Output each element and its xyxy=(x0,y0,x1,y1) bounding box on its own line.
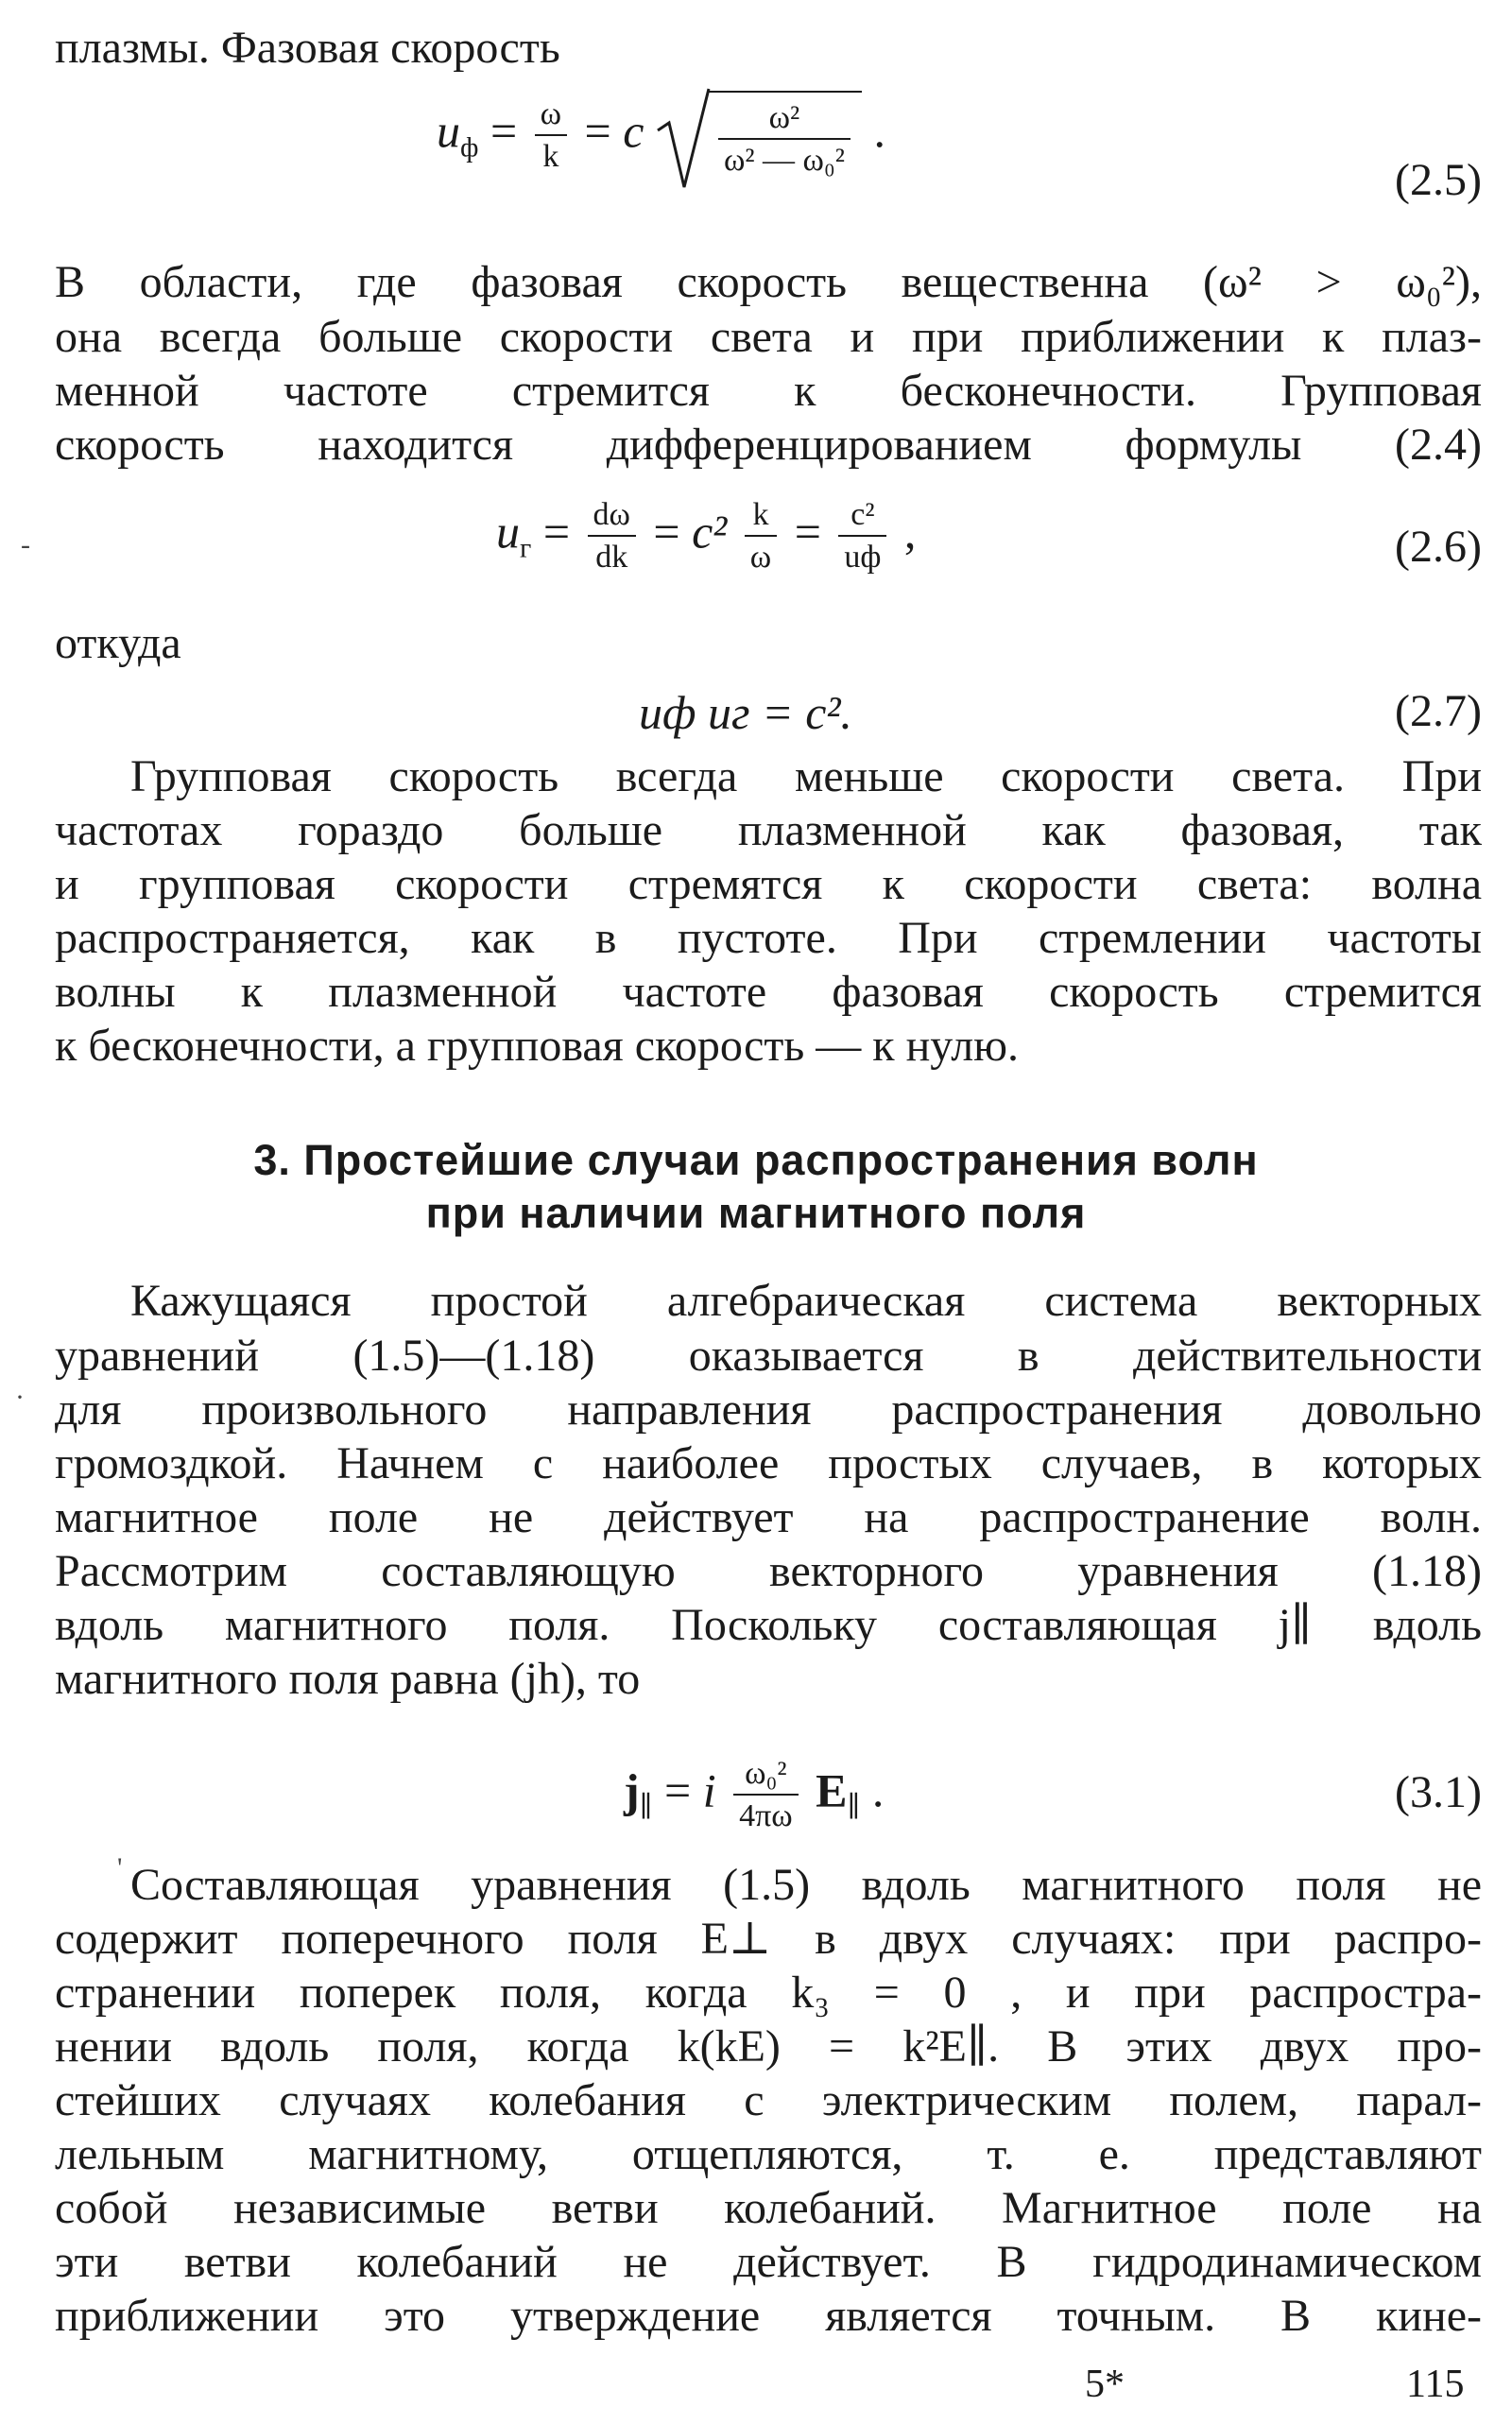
margin-mark: - xyxy=(21,529,30,560)
equation-number: (3.1) xyxy=(1395,1767,1482,1817)
fraction xyxy=(535,95,567,178)
eq-sign: = xyxy=(542,505,571,559)
radical-sign-icon xyxy=(656,85,711,191)
eq-symbol: u xyxy=(437,104,460,158)
text-line: она всегда больше скорости света и при приближении к плаз- xyxy=(55,312,1482,362)
text-line: странении поперек поля, когда k₃ = 0 , и при распростра- xyxy=(55,1968,1482,2018)
eq-subscript: ∥ xyxy=(847,1791,861,1823)
fraction xyxy=(733,1754,799,1837)
text-line: и групповая скорости стремятся к скорости света: волна xyxy=(55,859,1482,909)
signature-mark: 5* xyxy=(1085,2363,1125,2406)
text-line: скорость находится дифференцированием формулы (2.4) xyxy=(55,420,1482,470)
eq-subscript: ∥ xyxy=(639,1791,653,1823)
text-line: приближении это утверждение является точным. В кине- xyxy=(55,2291,1482,2341)
fraction-numerator: dω xyxy=(588,495,636,537)
text-line: содержит поперечного поля E⊥ в двух случаях: при распро- xyxy=(55,1914,1482,1964)
fraction xyxy=(838,495,886,578)
fraction-numerator: c² xyxy=(838,495,886,537)
equation-2-6 xyxy=(496,495,916,578)
equation-3-1 xyxy=(624,1754,884,1837)
eq-subscript: ф xyxy=(460,131,479,163)
text-line: В области, где фазовая скорость вещественна (ω² > ω₀²), xyxy=(55,257,1482,307)
text-line: распространяется, как в пустоте. При стремлении частоты xyxy=(55,913,1482,963)
equation-number: (2.6) xyxy=(1395,522,1482,572)
eq-sign: = xyxy=(664,1763,692,1817)
eq-punctuation: . xyxy=(871,1763,885,1817)
fraction-denominator: dk xyxy=(595,540,628,575)
text-line: Кажущаяся простой алгебраическая система векторных xyxy=(130,1276,1482,1326)
fraction-numerator: ω² xyxy=(718,98,850,140)
fraction-numerator: ω₀² xyxy=(733,1754,799,1796)
equation-number: (2.5) xyxy=(1395,155,1482,205)
fraction-numerator: ω xyxy=(535,95,567,136)
text-line: частотах гораздо больше плазменной как фазовая, так xyxy=(55,805,1482,855)
eq-sign: = xyxy=(584,104,611,158)
text-line: для произвольного направления распространения довольно xyxy=(55,1384,1482,1435)
eq-symbol: E xyxy=(816,1763,848,1817)
square-root xyxy=(656,91,862,181)
eq-sign: = xyxy=(490,104,518,158)
text-line: лельным магнитному, отщепляются, т. е. представляют xyxy=(55,2129,1482,2179)
page-number: 115 xyxy=(1406,2363,1465,2406)
eq-expression: uф uг = c². xyxy=(639,686,852,739)
text-line: Составляющая уравнения (1.5) вдоль магнитного поля не xyxy=(130,1860,1482,1910)
text-line: плазмы. Фазовая скорость xyxy=(55,23,560,73)
eq-sign: = xyxy=(794,505,821,559)
equation-2-7 xyxy=(639,684,852,741)
equation-number: (2.7) xyxy=(1395,686,1482,736)
text-line: к бесконечности, а групповая скорость — к нулю. xyxy=(55,1021,1019,1071)
text-line: Рассмотрим составляющую векторного уравнения (1.18) xyxy=(55,1546,1482,1596)
fraction-denominator: uф xyxy=(844,540,882,575)
fraction xyxy=(745,495,777,578)
fraction-denominator: 4πω xyxy=(739,1798,793,1833)
fraction-denominator: ω xyxy=(749,540,772,575)
fraction-denominator: ω² — ω₀² xyxy=(723,143,845,178)
equation-2-5 xyxy=(437,91,885,181)
eq-symbol: i xyxy=(702,1763,716,1817)
section-heading: при наличии магнитного поля xyxy=(425,1189,1087,1237)
fraction-denominator: k xyxy=(542,139,559,174)
text-line: громоздкой. Начнем с наиболее простых случаев, в которых xyxy=(55,1438,1482,1488)
text-line: собой независимые ветви колебаний. Магнитное поле на xyxy=(55,2183,1482,2233)
fraction xyxy=(588,495,636,578)
margin-mark: ' xyxy=(117,1852,123,1883)
eq-symbol: j xyxy=(624,1763,640,1817)
text-line: эти ветви колебаний не действует. В гидродинамическом xyxy=(55,2237,1482,2287)
text-line: нении вдоль поля, когда k(kE) = k²E∥. В этих двух про- xyxy=(55,2021,1482,2072)
eq-punctuation: , xyxy=(903,505,917,559)
text-line: волны к плазменной частоте фазовая скорость стремится xyxy=(55,967,1482,1017)
fraction-numerator: k xyxy=(745,495,777,537)
text-line: стейших случаях колебания с электрическим полем, парал- xyxy=(55,2075,1482,2125)
eq-symbol: c xyxy=(623,104,644,158)
eq-sign: = xyxy=(653,505,680,559)
radicand xyxy=(707,91,862,181)
section-heading: 3. Простейшие случаи распространения волн xyxy=(253,1136,1259,1184)
eq-punctuation: . xyxy=(873,104,885,158)
text-line: откуда xyxy=(55,618,181,668)
text-line: менной частоте стремится к бесконечности. Групповая xyxy=(55,366,1482,416)
text-line: вдоль магнитного поля. Поскольку составляющая j∥ вдоль xyxy=(55,1600,1482,1650)
eq-symbol: c² xyxy=(692,505,728,559)
text-line: Групповая скорость всегда меньше скорости света. При xyxy=(130,751,1482,801)
text-line: магнитное поле не действует на распространение волн. xyxy=(55,1492,1482,1542)
text-line: магнитного поля равна (jh), то xyxy=(55,1654,641,1704)
eq-subscript: г xyxy=(520,532,532,564)
margin-mark: · xyxy=(15,1382,25,1413)
eq-symbol: u xyxy=(496,505,520,559)
fraction xyxy=(718,98,850,181)
text-line: уравнений (1.5)—(1.18) оказывается в действительности xyxy=(55,1331,1482,1381)
